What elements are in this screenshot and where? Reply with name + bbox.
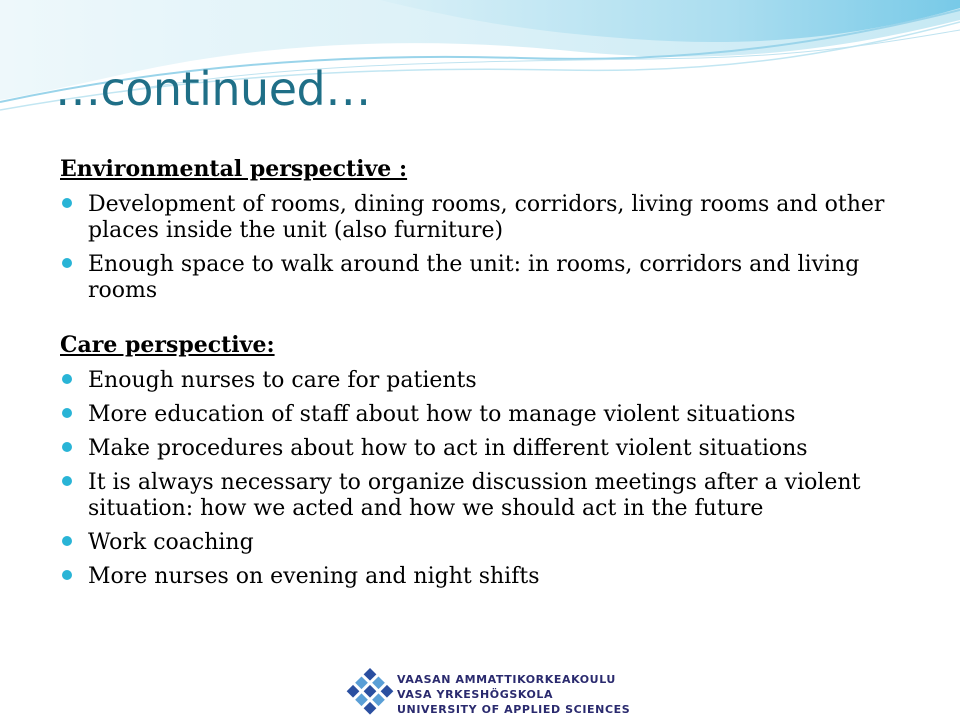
care-heading: Care perspective: <box>60 332 275 358</box>
university-logo <box>345 664 631 720</box>
bullet-icon <box>62 408 72 418</box>
environmental-heading: Environmental perspective : <box>60 156 408 182</box>
slide-body <box>60 156 920 598</box>
bullet-icon <box>62 198 72 208</box>
list-item: It is always necessary to organize discussion meetings after a violent situation: how we acted and how we should act in the future <box>60 470 920 522</box>
list-item: More education of staff about how to manage violent situations <box>60 402 920 428</box>
bullet-icon <box>62 258 72 268</box>
list-item: More nurses on evening and night shifts <box>60 564 920 590</box>
list-item: Enough space to walk around the unit: in rooms, corridors and living rooms <box>60 252 920 304</box>
bullet-icon <box>62 536 72 546</box>
bullet-icon <box>62 442 72 452</box>
list-item: Development of rooms, dining rooms, corridors, living rooms and other places inside the unit (also furniture) <box>60 192 920 244</box>
care-list <box>60 368 920 590</box>
list-item: Work coaching <box>60 530 920 556</box>
logo-line-swedish: VASA YRKESHÖGSKOLA <box>397 688 554 701</box>
logo-text <box>397 672 630 717</box>
diamond-grid-logo-icon <box>345 666 395 718</box>
slide-title: …continued… <box>55 62 371 116</box>
list-item: Enough nurses to care for patients <box>60 368 920 394</box>
logo-line-finnish: VAASAN AMMATTIKORKEAKOULU <box>397 673 616 686</box>
environmental-list <box>60 192 920 304</box>
bullet-icon <box>62 570 72 580</box>
logo-line-english: UNIVERSITY OF APPLIED SCIENCES <box>397 703 631 716</box>
bullet-icon <box>62 374 72 384</box>
bullet-icon <box>62 476 72 486</box>
list-item: Make procedures about how to act in different violent situations <box>60 436 920 462</box>
